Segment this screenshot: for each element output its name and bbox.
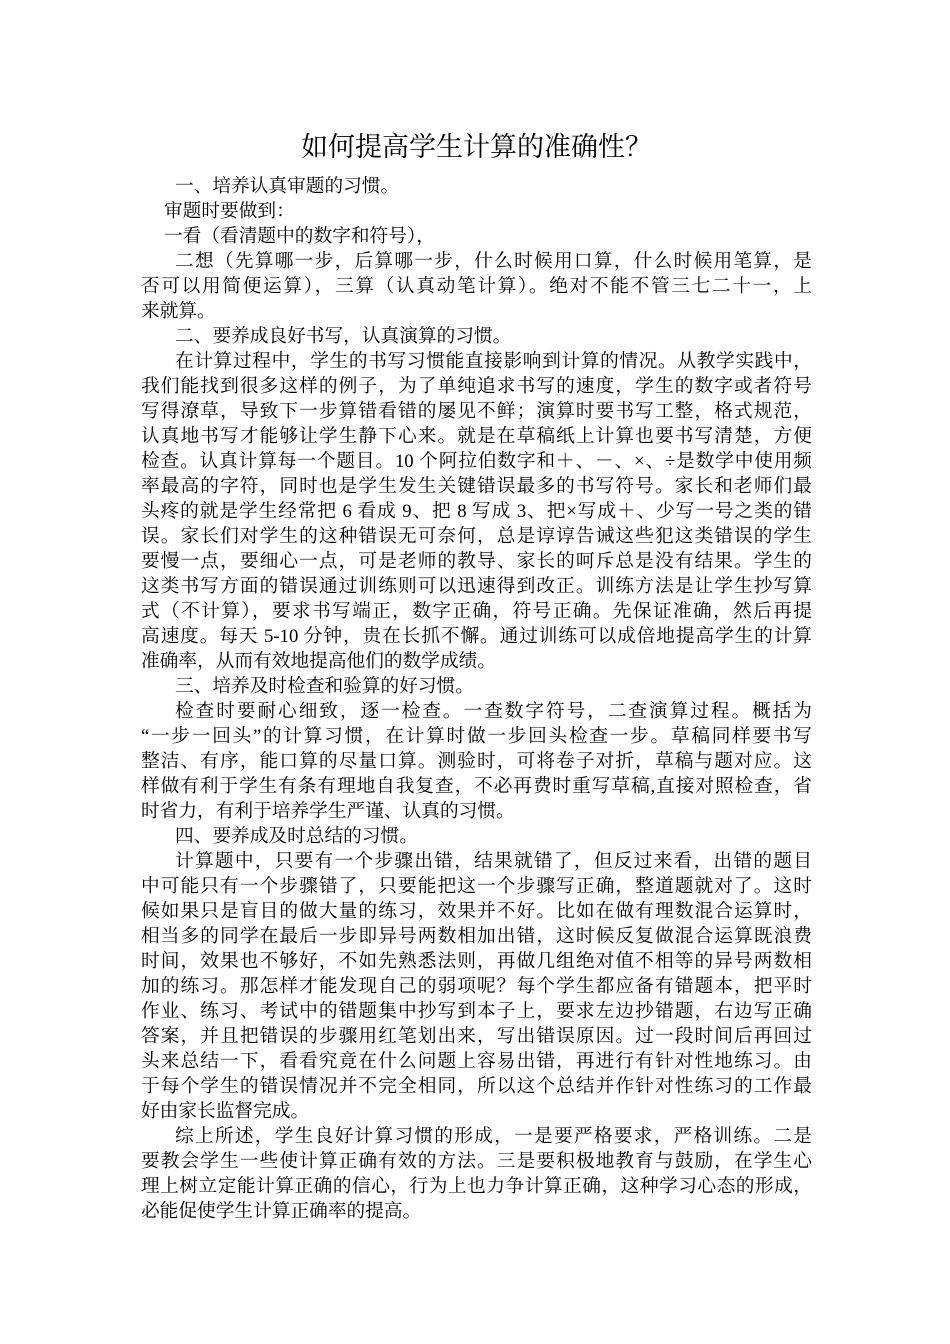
text-line: 加的练习。那怎样才能发现自己的弱项呢？每个学生都应备有错题本，把平时	[141, 976, 812, 997]
text-line: 二、要养成良好书写，认真演算的习惯。	[175, 326, 512, 347]
text-line: 三、培养及时检查和验算的好习惯。	[175, 676, 474, 697]
text-line: 要慢一点，要细心一点，可是老师的教导、家长的呵斥总是没有结果。学生的	[141, 551, 812, 572]
paragraph-list	[141, 174, 812, 1224]
text-line: 式（不计算），要求书写端正，数字正确，符号正确。先保证准确，然后再提	[141, 601, 812, 622]
paragraph	[141, 849, 812, 1124]
text-line: 一、培养认真审题的习惯。	[175, 176, 400, 197]
text-line: 率最高的字符，同时也是学生发生关键错误最多的书写符号。家长和老师们最	[141, 476, 812, 497]
text-line: 认真地书写才能够让学生静下心来。就是在草稿纸上计算也要书写清楚，方便	[141, 426, 812, 447]
text-line: 样做有利于学生有条有理地自我复查，不必再费时重写草稿,直接对照检查，省	[141, 776, 812, 797]
text-line: 候如果只是盲目的做大量的练习，效果并不好。比如在做有理数混合运算时，	[141, 901, 812, 922]
text-line: 整洁、有序，能口算的尽量口算。测验时，可将卷子对折，草稿与题对应。这	[141, 751, 812, 772]
paragraph	[141, 824, 812, 849]
text-line: 在计算过程中，学生的书写习惯能直接影响到计算的情况。从教学实践中，	[175, 351, 812, 372]
text-line: 中可能只有一个步骤错了，只要能把这一个步骤写正确，整道题就对了。这时	[141, 876, 812, 897]
text-line: 时间，效果也不够好，不如先熟悉法则，再做几组绝对值不相等的异号两数相	[141, 951, 812, 972]
text-line: 综上所述，学生良好计算习惯的形成，一是要严格要求，严格训练。二是	[175, 1126, 812, 1147]
paragraph	[141, 324, 812, 349]
text-line: 我们能找到很多这样的例子，为了单纯追求书写的速度，学生的数字或者符号	[141, 376, 812, 397]
text-line: 头疼的就是学生经常把 6 看成 9、把 8 写成 3、把×写成＋、少写一号之类的错	[141, 501, 812, 522]
text-line: 答案，并且把错误的步骤用红笔划出来，写出错误原因。过一段时间后再回过	[141, 1026, 812, 1047]
text-line: 好由家长监督完成。	[141, 1101, 310, 1122]
text-line: 计算题中，只要有一个步骤出错，结果就错了，但反过来看，出错的题目	[175, 851, 812, 872]
text-line: “一步一回头”的计算习惯，在计算时做一步回头检查一步。草稿同样要书写	[141, 726, 812, 747]
text-line: 检查。认真计算每一个题目。10 个阿拉伯数字和＋、－、×、÷是数学中使用频	[141, 451, 812, 472]
text-line: 相当多的同学在最后一步即异号两数相加出错，这时候反复做混合运算既浪费	[141, 926, 812, 947]
text-line: 一看（看清题中的数字和符号），	[164, 226, 435, 247]
text-line: 误。家长们对学生的这种错误无可奈何，总是谆谆告诫这些犯这类错误的学生	[141, 526, 812, 547]
text-line: 时省力，有利于培养学生严谨、认真的习惯。	[141, 801, 515, 822]
paragraph	[141, 699, 812, 824]
text-line: 审题时要做到：	[164, 201, 295, 222]
document-content	[141, 130, 812, 1224]
paragraph	[141, 349, 812, 674]
text-line: 否可以用简便运算），三算（认真动笔计算）。绝对不能不管三七二十一，上	[141, 276, 812, 297]
text-line: 头来总结一下，看看究竟在什么问题上容易出错，再进行有针对性地练习。由	[141, 1051, 812, 1072]
document-title: 如何提高学生计算的准确性？	[301, 132, 652, 162]
paragraph	[141, 674, 812, 699]
text-line: 来就算。	[141, 301, 216, 322]
paragraph	[141, 1124, 812, 1224]
text-line: 检查时要耐心细致，逐一检查。一查数字符号，二查演算过程。概括为	[175, 701, 812, 722]
text-line: 要教会学生一些使计算正确有效的方法。三是要积极地教育与鼓励，在学生心	[141, 1151, 812, 1172]
text-line: 写得潦草，导致下一步算错看错的屡见不鲜；演算时要书写工整，格式规范，	[141, 401, 812, 422]
text-line: 二想（先算哪一步，后算哪一步，什么时候用口算，什么时候用笔算，是	[175, 251, 812, 272]
text-line: 必能促使学生计算正确率的提高。	[141, 1201, 422, 1222]
text-line: 准确率，从而有效地提高他们的数学成绩。	[141, 651, 497, 672]
text-line: 这类书写方面的错误通过训练则可以迅速得到改正。训练方法是让学生抄写算	[141, 576, 812, 597]
paragraph	[141, 199, 812, 224]
text-line: 作业、练习、考试中的错题集中抄写到本子上，要求左边抄错题，右边写正确	[141, 1001, 812, 1022]
paragraph	[141, 174, 812, 199]
text-line: 四、要养成及时总结的习惯。	[175, 826, 418, 847]
paragraph	[141, 224, 812, 249]
text-line: 理上树立定能计算正确的信心，行为上也力争计算正确，这种学习心态的形成，	[141, 1176, 812, 1197]
text-line: 高速度。每天 5-10 分钟，贵在长抓不懈。通过训练可以成倍地提高学生的计算	[141, 626, 812, 647]
paragraph	[141, 249, 812, 324]
text-line: 于每个学生的错误情况并不完全相同，所以这个总结并作针对性练习的工作最	[141, 1076, 812, 1097]
